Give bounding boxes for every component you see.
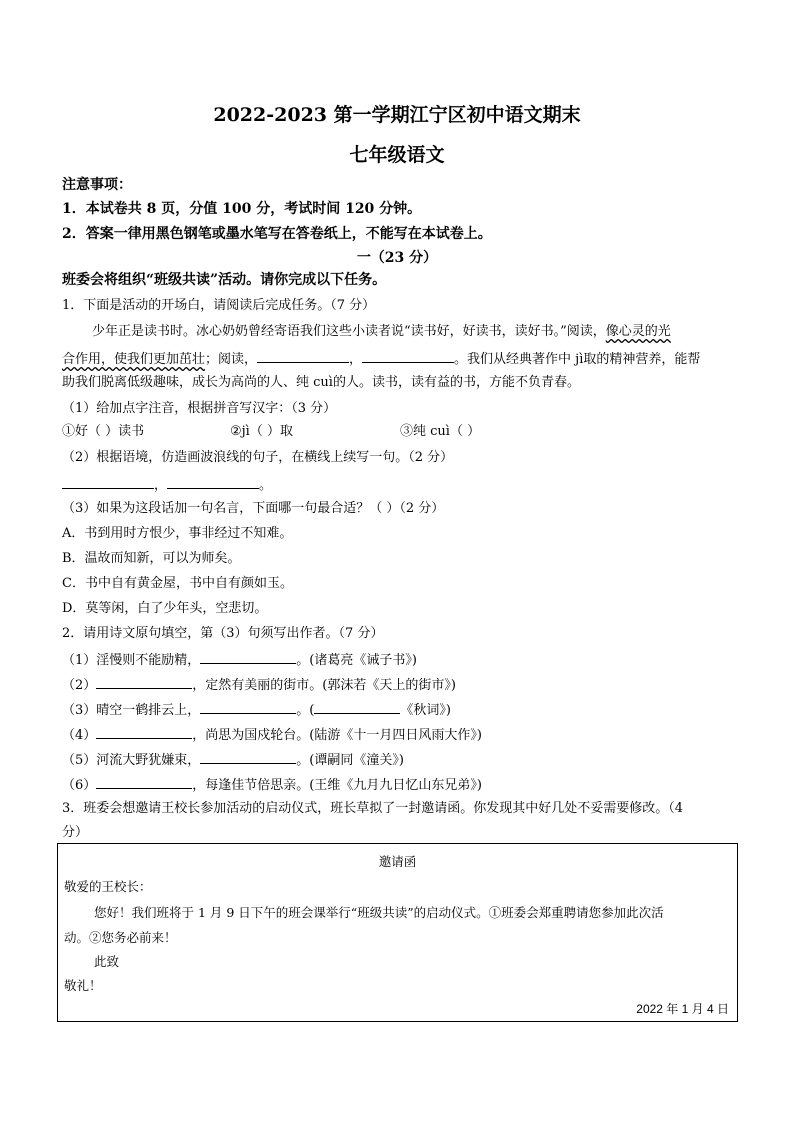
passage-text: ， (349, 352, 363, 367)
answer-blank[interactable] (96, 724, 192, 739)
answer-blank[interactable] (200, 649, 296, 664)
section-label: 一（23 分） (356, 250, 438, 266)
choice-c: C．书中自有黄金屋，书中自有颜如玉。 (62, 576, 293, 591)
choice-b: B．温故而知新，可以为师矣。 (62, 551, 241, 566)
poem-text: （1）淫慢则不能励精， (62, 653, 201, 668)
author-blank[interactable] (314, 699, 400, 714)
invitation-letter-box (57, 843, 738, 1022)
letter-closing-1: 此致 (94, 954, 120, 969)
q1-option-1: ①好（ ）读书 (62, 424, 145, 439)
q2-line-1 (62, 649, 417, 671)
q2-line-3 (62, 699, 451, 721)
punctuation: 。 (259, 478, 273, 493)
q1-option-3: ③纯 cuì（ ） (400, 424, 481, 439)
notice-heading: 注意事项： (62, 177, 132, 193)
letter-greeting: 敬爱的王校长： (64, 879, 152, 894)
poem-source: ，尚思为国戍轮台。(陆游《十一月四日风雨大作》) (192, 728, 482, 743)
poem-source: 。( (296, 703, 315, 718)
passage-text: ；阅读， (205, 352, 258, 367)
document-subtitle: 七年级语文 (349, 144, 445, 166)
poem-text: （4） (62, 728, 97, 743)
letter-title: 邀请函 (378, 854, 417, 869)
letter-closing-2: 敬礼！ (64, 978, 102, 993)
poem-source: ，定然有美丽的街市。(郭沫若《天上的街市》) (192, 678, 456, 693)
wavy-sentence: 合作用，使我们更加茁壮 (62, 352, 206, 367)
q3-stem-cont: 分） (62, 825, 89, 840)
answer-blank[interactable] (167, 474, 259, 489)
q3-stem: 3．班委会想邀请王校长参加活动的启动仪式，班长草拟了一封邀请函。你发现其中好几处不妥需要修改。（4 (62, 801, 684, 816)
answer-blank[interactable] (62, 474, 154, 489)
q1-sub1: （1）给加点字注音，根据拼音写汉字：（3 分） (62, 401, 337, 416)
document-title: 2022-2023 第一学期江宁区初中语文期末 (213, 104, 581, 126)
answer-blank[interactable] (257, 348, 349, 363)
q1-sub2-answer (62, 474, 272, 496)
q1-stem: 1．下面是活动的开场白，请阅读后完成任务。（7 分） (62, 298, 376, 313)
answer-blank[interactable] (200, 749, 296, 764)
letter-date: 2022 年 1 月 4 日 (636, 1002, 729, 1016)
choice-a: A．书到用时方恨少，事非经过不知难。 (62, 526, 293, 541)
q1-passage-line-3: 助我们脱离低级趣味，成长为高尚的人、纯 cuì的人。读书，读有益的书，方能不负青春。 (62, 375, 580, 390)
poem-text: （6） (62, 778, 97, 793)
answer-blank[interactable] (96, 674, 192, 689)
passage-text: 少年正是读书时。冰心奶奶曾经寄语我们这些小读者说“读书好，好读书，读好书。”阅读， (92, 324, 606, 339)
wavy-sentence: 像心灵的光 (605, 324, 671, 339)
answer-blank[interactable] (200, 699, 296, 714)
poem-source: 《秋词》) (400, 703, 451, 718)
letter-body-1: 您好！我们班将于 1 月 9 日下午的班会课举行“班级共读”的启动仪式。①班委会郑重聘请您参加此次活 (94, 905, 664, 920)
q2-line-5 (62, 749, 404, 771)
notice-item-2: 2．答案一律用黑色钢笔或墨水笔写在答卷纸上，不能写在本试卷上。 (62, 226, 492, 242)
poem-text: （2） (62, 678, 97, 693)
punctuation: ， (154, 478, 168, 493)
q2-line-4 (62, 724, 482, 746)
letter-body-2: 动。②您务必前来！ (64, 930, 177, 945)
poem-source: ，每逢佳节倍思亲。(王维《九月九日忆山东兄弟》) (192, 778, 482, 793)
choice-d: D．莫等闲，白了少年头，空悲切。 (62, 601, 268, 616)
q2-line-2 (62, 674, 456, 696)
q1-sub3: （3）如果为这段话加一句名言，下面哪一句最合适？（ ）（2 分） (62, 501, 445, 516)
passage-text: 。我们从经典著作中 jì取的精神营养，能帮 (454, 352, 701, 367)
poem-text: （3）晴空一鹤排云上， (62, 703, 201, 718)
q2-stem: 2．请用诗文原句填空，第（3）句须写出作者。（7 分） (62, 626, 384, 641)
q2-line-6 (62, 774, 482, 796)
q1-option-2: ②jì（ ）取 (230, 424, 293, 439)
q1-sub2: （2）根据语境，仿造画波浪线的句子，在横线上续写一句。（2 分） (62, 450, 454, 465)
poem-source: 。(谭嗣同《潼关》) (296, 753, 404, 768)
notice-item-1: 1．本试卷共 8 页，分值 100 分，考试时间 120 分钟。 (62, 201, 422, 217)
q1-passage-line-1 (92, 322, 671, 342)
answer-blank[interactable] (362, 348, 454, 363)
poem-source: 。(诸葛亮《诫子书》) (296, 653, 417, 668)
section-intro: 班委会将组织“班级共读”活动。请你完成以下任务。 (62, 272, 387, 288)
q1-passage-line-2 (62, 348, 700, 370)
answer-blank[interactable] (96, 774, 192, 789)
poem-text: （5）河流大野犹嫌束， (62, 753, 201, 768)
